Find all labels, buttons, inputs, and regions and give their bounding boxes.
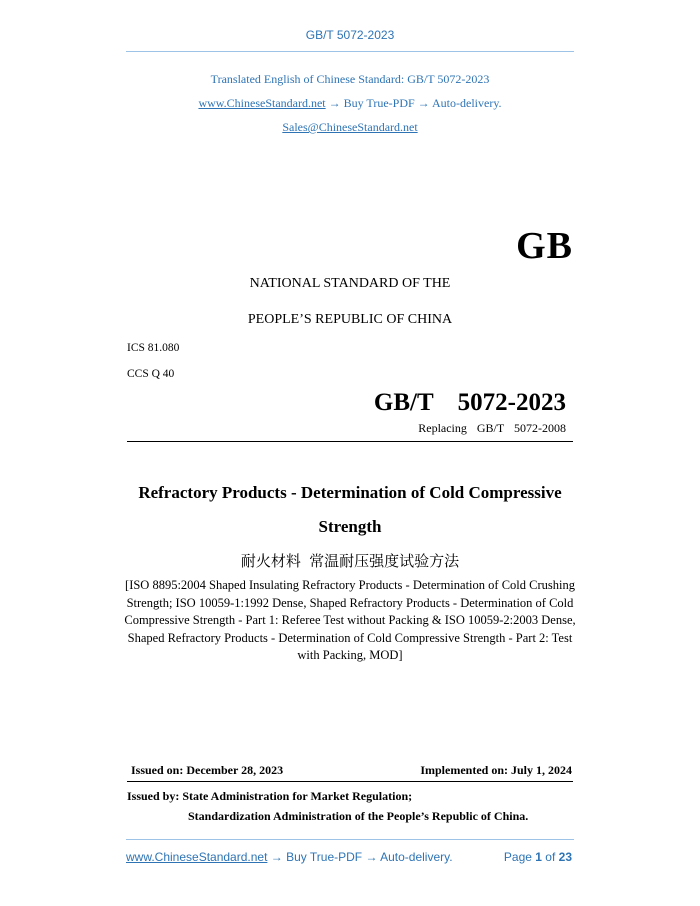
ccs-code: CCS Q 40: [127, 368, 175, 380]
document-title-line-1: Refractory Products - Determination of Cold Compressive: [138, 483, 562, 502]
iso-reference-block: [ISO 8895:2004 Shaped Insulating Refractory Products - Determination of Cold Crushing Strength; ISO 10059-1:1992 Dense, Shaped Refractory Products - Determination of Cold Compressive Strength - Part 1: Referee Test without Packing & ISO 10059-2:2003 Dense, Shaped Refractory Products - Determination of Cold Compressive Strength - Part 2: Test with Packing, MOD]: [124, 578, 576, 662]
footer-website-link[interactable]: www.ChineseStandard.net: [126, 850, 268, 864]
page-label: Page: [503, 850, 536, 864]
footer-divider: [126, 839, 574, 840]
email-notice: [0, 120, 700, 135]
website-link[interactable]: www.ChineseStandard.net: [198, 96, 326, 110]
document-title-chinese: 耐火材料 常温耐压强度试验方法: [240, 553, 460, 570]
translated-notice: Translated English of Chinese Standard: GB/T 5072-2023: [210, 72, 490, 86]
standard-number: GB/T 5072-2023: [373, 389, 566, 416]
issued-by-line-1: Issued by: State Administration for Market Regulation;: [127, 789, 413, 803]
website-notice-suffix: → Buy True-PDF → Auto-delivery.: [325, 96, 502, 110]
issued-by-line-2: Standardization Administration of the People’s Republic of China.: [188, 809, 529, 823]
page-of: of: [541, 850, 559, 864]
national-standard-line-2: PEOPLE’S REPUBLIC OF CHINA: [247, 312, 453, 327]
sales-email-link[interactable]: Sales@ChineseStandard.net: [282, 120, 418, 134]
national-standard-line-1: NATIONAL STANDARD OF THE: [249, 276, 451, 291]
website-notice: [0, 96, 700, 111]
footer-website-suffix: → Buy True-PDF → Auto-delivery.: [267, 850, 453, 864]
document-title-line-2: Strength: [318, 517, 382, 536]
gb-logo: GB: [516, 225, 573, 267]
issued-on-date: Issued on: December 28, 2023: [131, 763, 284, 777]
title-divider: [127, 441, 573, 442]
running-header-title: GB/T 5072-2023: [305, 28, 395, 42]
page-total: 23: [558, 850, 572, 864]
page-current: 1: [535, 850, 542, 864]
header-divider: [126, 51, 574, 52]
ics-code: ICS 81.080: [127, 342, 180, 354]
footer-website-notice: [126, 850, 453, 864]
issue-divider: [127, 781, 573, 782]
page-indicator: [504, 850, 572, 864]
replacing-note: Replacing GB/T 5072-2008: [418, 421, 566, 435]
implemented-on-date: Implemented on: July 1, 2024: [420, 763, 572, 777]
